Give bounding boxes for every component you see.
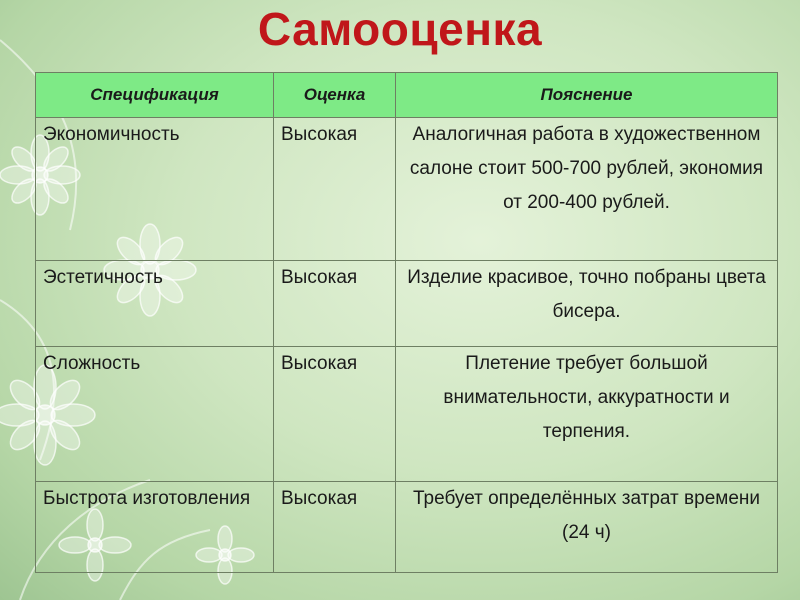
table-row bbox=[36, 347, 778, 482]
table-row bbox=[36, 482, 778, 573]
cell-grade: Высокая bbox=[274, 261, 396, 347]
cell-specification: Эстетичность bbox=[36, 261, 274, 347]
self-assessment-table bbox=[35, 72, 778, 573]
table-row bbox=[36, 118, 778, 261]
cell-grade: Высокая bbox=[274, 347, 396, 482]
table-row bbox=[36, 261, 778, 347]
cell-grade: Высокая bbox=[274, 118, 396, 261]
page-title: Самооценка bbox=[257, 3, 543, 55]
cell-explanation: Аналогичная работа в художественном салоне стоит 500-700 рублей, экономия от 200-400 рублей. bbox=[396, 118, 778, 261]
cell-specification: Сложность bbox=[36, 347, 274, 482]
cell-explanation: Требует определённых затрат времени (24 ч) bbox=[396, 482, 778, 573]
cell-specification: Быстрота изготовления bbox=[36, 482, 274, 573]
header-specification: Спецификация bbox=[36, 73, 274, 118]
cell-specification: Экономичность bbox=[36, 118, 274, 261]
cell-explanation: Изделие красивое, точно побраны цвета бисера. bbox=[396, 261, 778, 347]
cell-grade: Высокая bbox=[274, 482, 396, 573]
cell-explanation: Плетение требует большой внимательности, аккуратности и терпения. bbox=[396, 347, 778, 482]
table-header-row bbox=[36, 73, 778, 118]
header-explanation: Пояснение bbox=[396, 73, 778, 118]
header-grade: Оценка bbox=[274, 73, 396, 118]
